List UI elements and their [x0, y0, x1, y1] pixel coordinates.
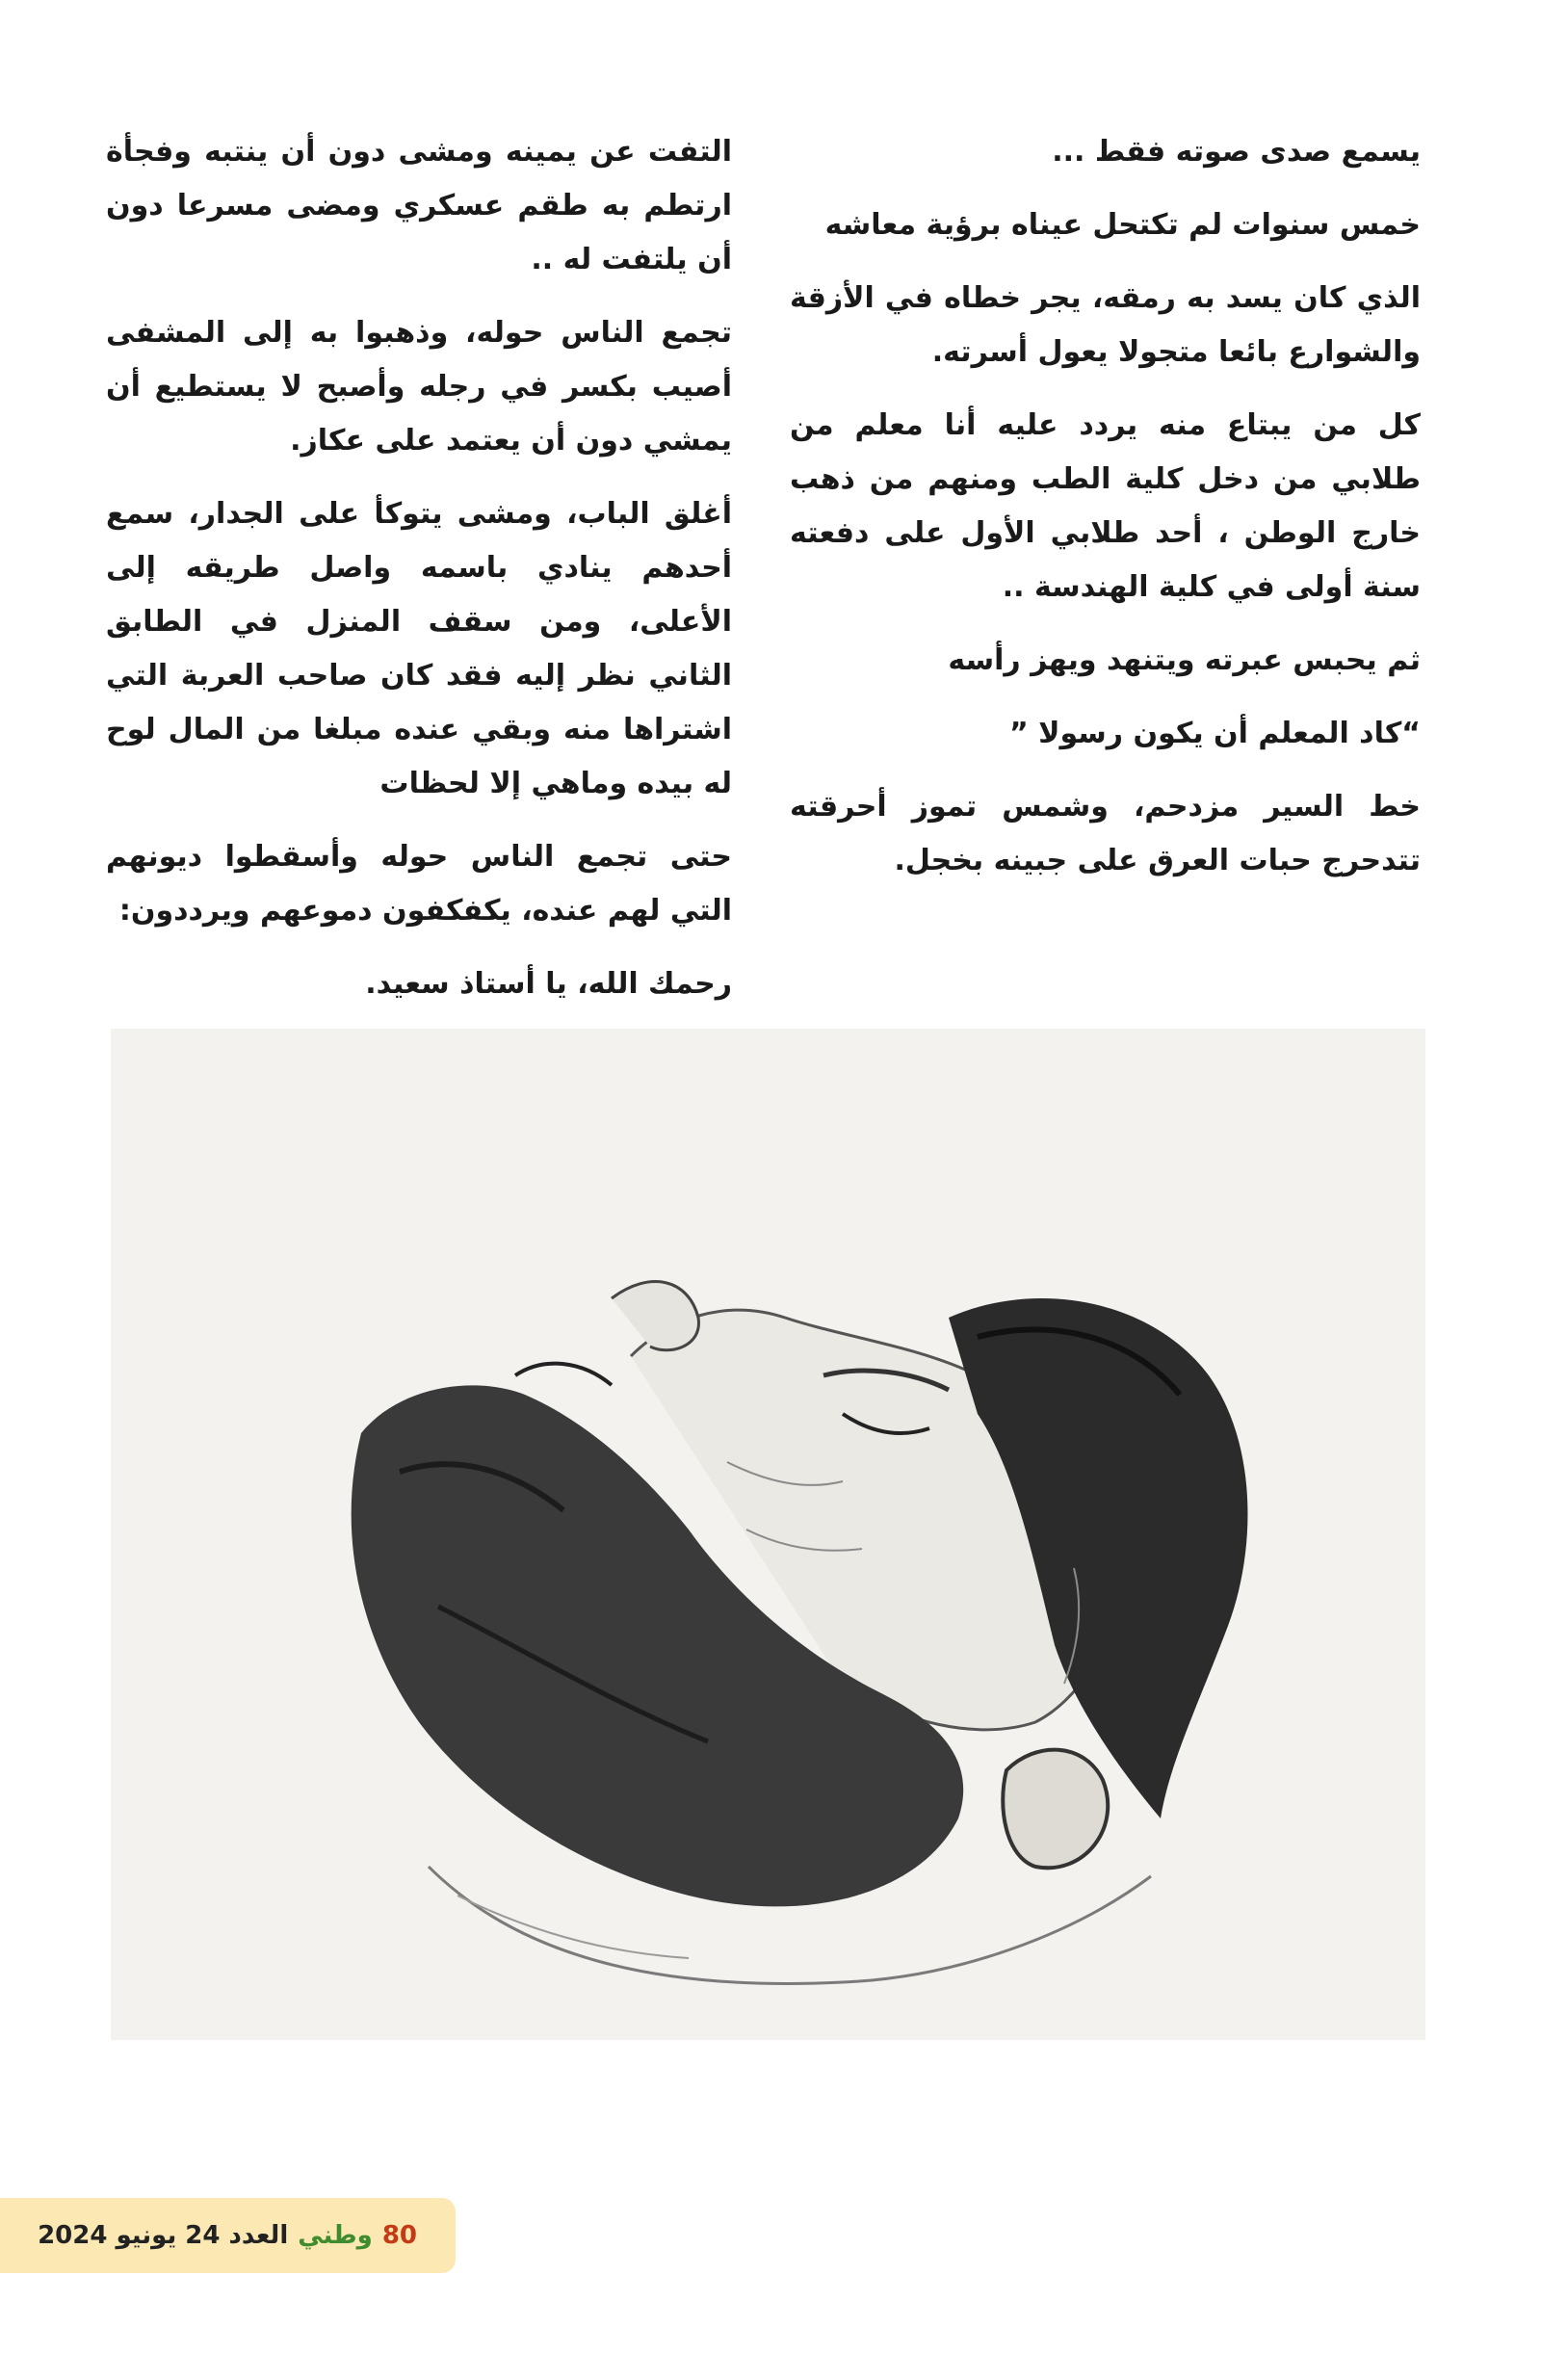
- paragraph: ثم يحبس عبرته ويتنهد ويهز رأسه: [948, 643, 1421, 677]
- paragraph: خط السير مزدحم، وشمس تموز أحرقته تتدحرج حبات العرق على جبينه بخجل.: [790, 790, 1421, 877]
- magazine-name: وطني: [298, 2221, 373, 2250]
- page-number: 80: [381, 2221, 417, 2250]
- paragraph: كل من يبتاع منه يردد عليه أنا معلم من طلابي من دخل كلية الطب ومنهم من ذهب خارج الوطن ، أحد طلابي الأول على دفعته سنة أولى في كلية الهندسة ..: [790, 408, 1421, 604]
- paragraph: التفت عن يمينه ومشى دون أن ينتبه وفجأة ارتطم به طقم عسكري ومضى مسرعا دون أن يلتفت له ..: [106, 135, 732, 276]
- paragraph: خمس سنوات لم تكتحل عيناه برؤية معاشه: [824, 208, 1421, 242]
- quote: “كاد المعلم أن يكون رسولا ”: [1008, 717, 1421, 750]
- paragraph: تجمع الناس حوله، وذهبوا به إلى المشفى أصيب بكسر في رجله وأصبح لا يستطيع أن يمشي دون أن يعتمد على عكاز.: [106, 316, 732, 458]
- article-column-left: [106, 125, 732, 1031]
- issue-info: العدد 24 يونيو 2024: [38, 2221, 289, 2250]
- sketch-illustration: [111, 1029, 1425, 2040]
- paragraph: أغلق الباب، ومشى يتوكأ على الجدار، سمع أحدهم ينادي باسمه واصل طريقه إلى الأعلى، ومن سقف المنزل في الطابق الثاني نظر إليه فقد كان صاحب العربة التي اشتراها منه وبقي عنده مبلغا من المال لوح له بيده وماهي إلا لحظات: [106, 497, 732, 800]
- paragraph: رحمك الله، يا أستاذ سعيد.: [365, 967, 732, 1001]
- reclining-man-sketch-icon: [111, 1029, 1425, 2040]
- paragraph: الذي كان يسد به رمقه، يجر خطاه في الأزقة والشوارع بائعا متجولا يعول أسرته.: [790, 281, 1421, 369]
- paragraph: حتى تجمع الناس حوله وأسقطوا ديونهم التي لهم عنده، يكفكفون دموعهم ويرددون:: [106, 840, 732, 928]
- page-footer: [0, 2198, 456, 2273]
- paragraph: يسمع صدى صوته فقط ...: [1052, 135, 1421, 169]
- article-column-right: [790, 125, 1421, 907]
